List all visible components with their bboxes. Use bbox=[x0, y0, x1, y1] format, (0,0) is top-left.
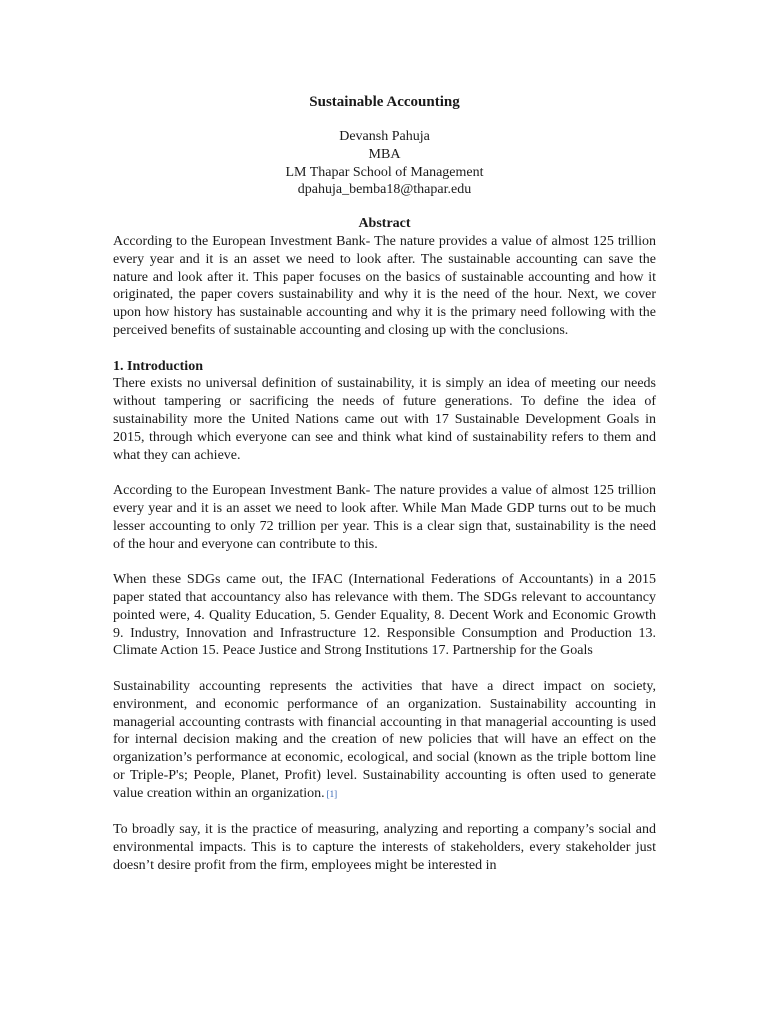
intro-paragraph-3: When these SDGs came out, the IFAC (International Federations of Accountants) in a 2015 paper stated that accountancy also has relevance with them. The SDGs relevant to accountancy pointed were, 4. Quality Education, 5. Gender Equality, 8. Decent Work and Economic Growth 9. Industry, Innovation and Infrastructure 12. Responsible Consumption and Production 13. Climate Action 15. Peace Justice and Strong Institutions 17. Partnership for the Goals bbox=[113, 572, 656, 659]
document-title: Sustainable Accounting bbox=[309, 94, 460, 110]
paragraph-spacer bbox=[113, 464, 656, 482]
paragraph-spacer bbox=[113, 660, 656, 678]
intro-paragraph-2: According to the European Investment Bank- The nature provides a value of almost 125 trillion every year and it is an asset we need to look after. While Man Made GDP turns out to be much lesser accounting to only 72 trillion per year. This is a clear sign that, sustainability is the need of the hour and everyone can contribute to this. bbox=[113, 483, 656, 552]
author-email: dpahuja_bemba18@thapar.edu bbox=[297, 182, 472, 198]
intro-paragraph-4-text: Sustainability accounting represents the activities that have a direct impact on society, environment, and economic performance of an organization. Sustainability accounting in managerial accounting contrasts with financial accounting in that managerial accounting is used for internal decision making and the creation of new policies that will have an effect on the organization’s performance at economic, ecological, and social (known as the triple bottom line or Triple-P's; People, Planet, Profit) level. Sustainability accounting is often used to generate value creation within an organization. bbox=[113, 678, 656, 801]
author-degree: MBA bbox=[368, 146, 401, 162]
paragraph-spacer bbox=[113, 803, 656, 821]
author-name: Devansh Pahuja bbox=[339, 129, 430, 144]
introduction-heading: 1. Introduction bbox=[113, 358, 203, 374]
paragraph-spacer bbox=[113, 553, 656, 571]
document-page bbox=[113, 92, 656, 875]
author-block bbox=[113, 128, 656, 199]
author-institution: LM Thapar School of Management bbox=[285, 164, 484, 180]
intro-paragraph-4 bbox=[113, 678, 656, 804]
intro-paragraph-1: There exists no universal definition of sustainability, it is simply an idea of meeting our needs without tampering or sacrificing the needs of future generations. To define the idea of sustainability more the United Nations came out with 17 Sustainable Development Goals in 2015, through which everyone can see and think what kind of sustainability refers to them and what they can achieve. bbox=[113, 376, 656, 463]
abstract-text: According to the European Investment Bank- The nature provides a value of almost 125 trillion every year and it is an asset we need to look after. The sustainable accounting can save the nature and look after it. This paper focuses on the basics of sustainable accounting and how it originated, the paper covers sustainability and why it is the need of the hour. Next, we cover upon how history has sustainable accounting and why it is the primary need following with the perceived benefits of sustainable accounting and closing up with the conclusions. bbox=[113, 233, 656, 338]
citation-link[interactable]: [1] bbox=[326, 788, 338, 799]
intro-paragraph-5: To broadly say, it is the practice of measuring, analyzing and reporting a company’s social and environmental impacts. This is to capture the interests of stakeholders, every stakeholder just doesn’t desire profit from the firm, employees might be interested in bbox=[113, 822, 656, 873]
abstract-heading: Abstract bbox=[358, 216, 411, 232]
